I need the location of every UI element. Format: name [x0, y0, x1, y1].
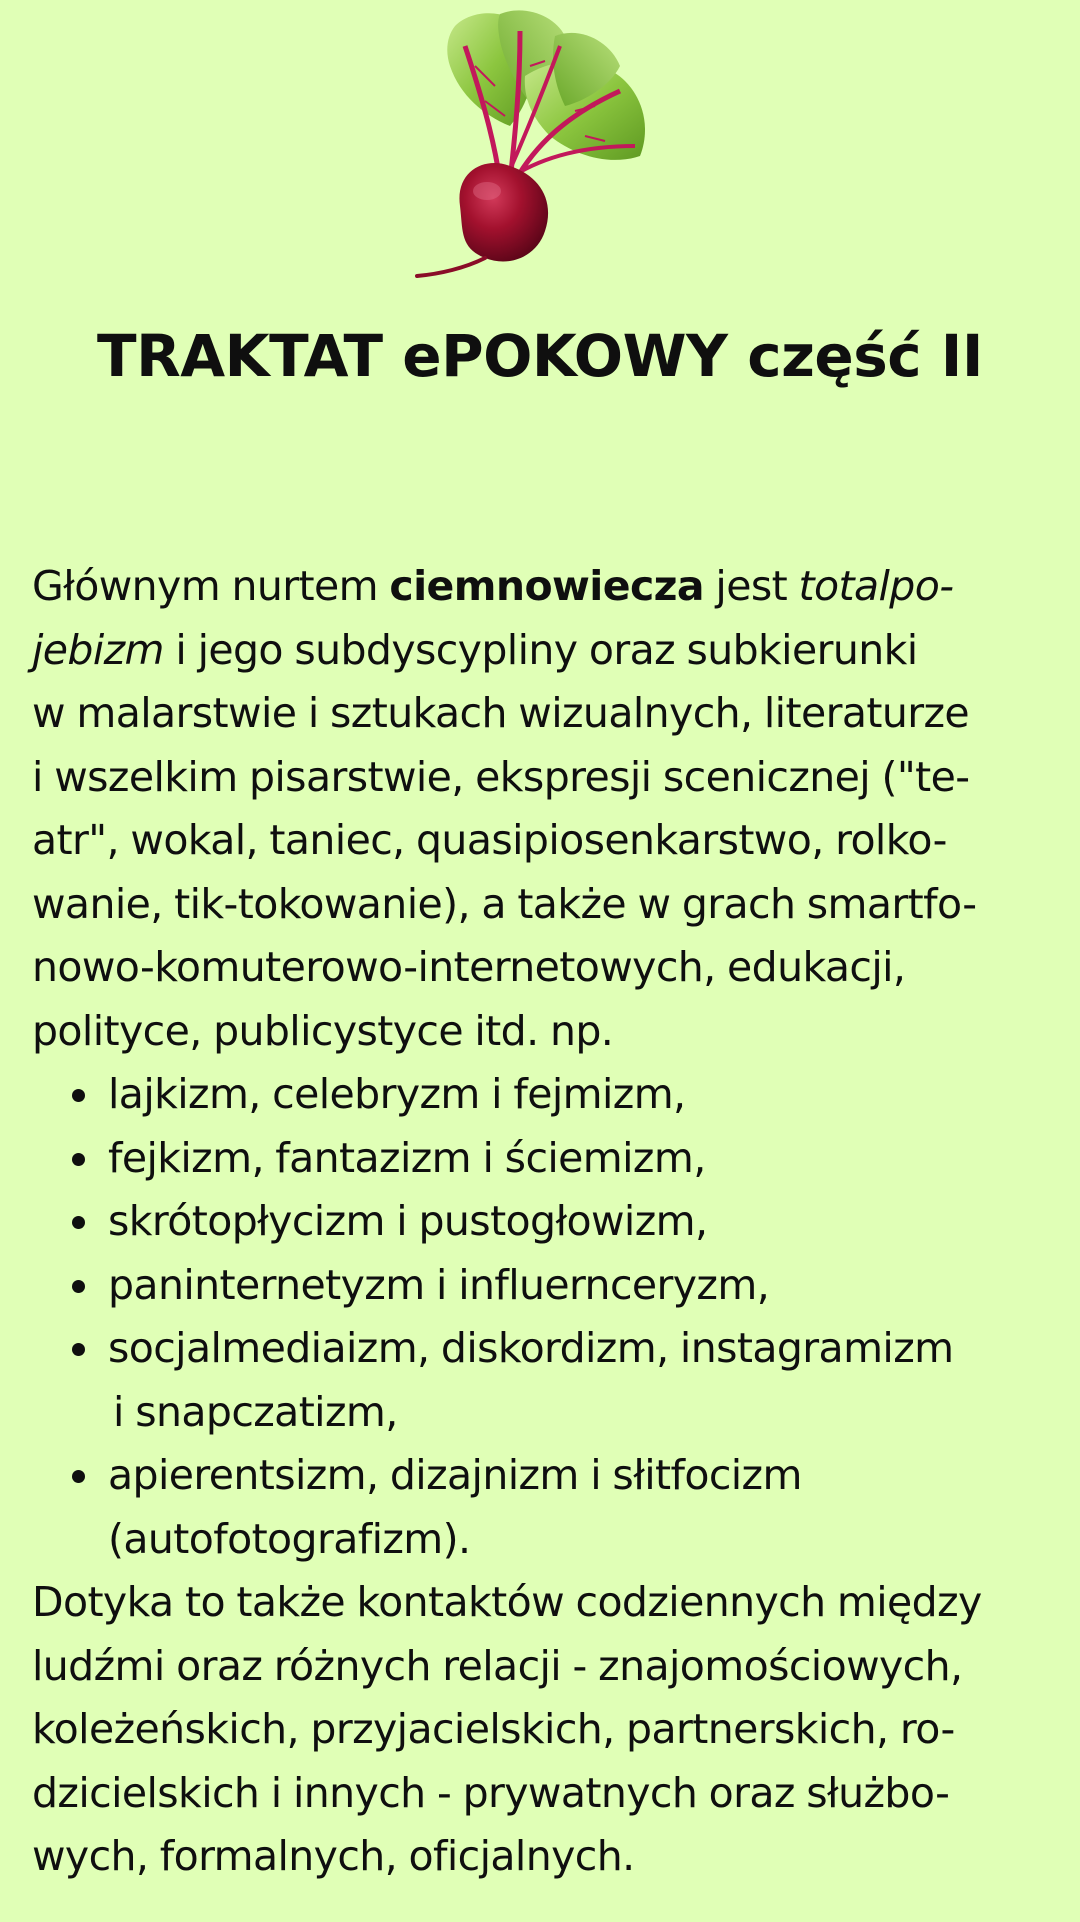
- intro-line: w malarstwie i sztukach wizualnych, literaturze: [32, 689, 970, 737]
- intro-line: i wszelkim pisarstwie, ekspresji scenicznej ("te-: [32, 752, 970, 801]
- list-item: lajkizm, celebryzm i fejmizm,: [32, 1063, 1052, 1127]
- article-body: [32, 555, 1052, 1889]
- bold-term: ciemnowiecza: [389, 562, 704, 610]
- bullet-icon: [72, 1153, 85, 1166]
- closing-line: ludźmi oraz różnych relacji - znajomościowych,: [32, 1641, 963, 1690]
- closing-line: koleżeńskich, przyjacielskich, partnerskich, ro-: [32, 1705, 955, 1753]
- list-item: paninternetyzm i influernceryzm,: [32, 1254, 1052, 1318]
- list-item: skrótopłycizm i pustogłowizm,: [32, 1190, 1052, 1254]
- bullet-icon: [72, 1216, 85, 1229]
- italic-term: totalpo-: [798, 562, 954, 610]
- intro-line: nowo-komuterowo-internetowych, edukacji,: [32, 943, 906, 991]
- list-item: socjalmediaizm, diskordizm, instagramizm i snapczatizm,: [32, 1317, 1052, 1444]
- intro-line: polityce, publicystyce itd. np.: [32, 1006, 614, 1055]
- intro-paragraph: [32, 555, 1052, 1063]
- bullet-icon: [72, 1280, 85, 1293]
- bullet-list: [32, 1063, 1052, 1571]
- intro-line: atr", wokal, taniec, quasipiosenkarstwo, rolko-: [32, 816, 947, 864]
- bullet-icon: [72, 1089, 85, 1102]
- bullet-icon: [72, 1470, 85, 1483]
- closing-line: dzicielskich i innych - prywatnych oraz służbo-: [32, 1768, 950, 1817]
- closing-paragraph: [32, 1571, 1052, 1889]
- beetroot-icon: [405, 6, 690, 286]
- italic-term: jebizm: [32, 625, 164, 674]
- closing-line: Dotyka to także kontaktów codziennych między: [32, 1578, 982, 1626]
- closing-line: wych, formalnych, oficjalnych.: [32, 1832, 635, 1880]
- list-item: fejkizm, fantazizm i ściemizm,: [32, 1127, 1052, 1191]
- intro-line: Głównym nurtem ciemnowiecza jest totalpo-: [32, 562, 954, 610]
- page-title: TRAKTAT ePOKOWY część II: [97, 322, 983, 390]
- intro-line: jebizm i jego subdyscypliny oraz subkierunki: [32, 625, 918, 674]
- list-item: apierentsizm, dizajnizm i słitfocizm (autofotografizm).: [32, 1444, 1052, 1571]
- intro-line: wanie, tik-tokowanie), a także w grach smartfo-: [32, 879, 977, 928]
- bullet-icon: [72, 1343, 85, 1356]
